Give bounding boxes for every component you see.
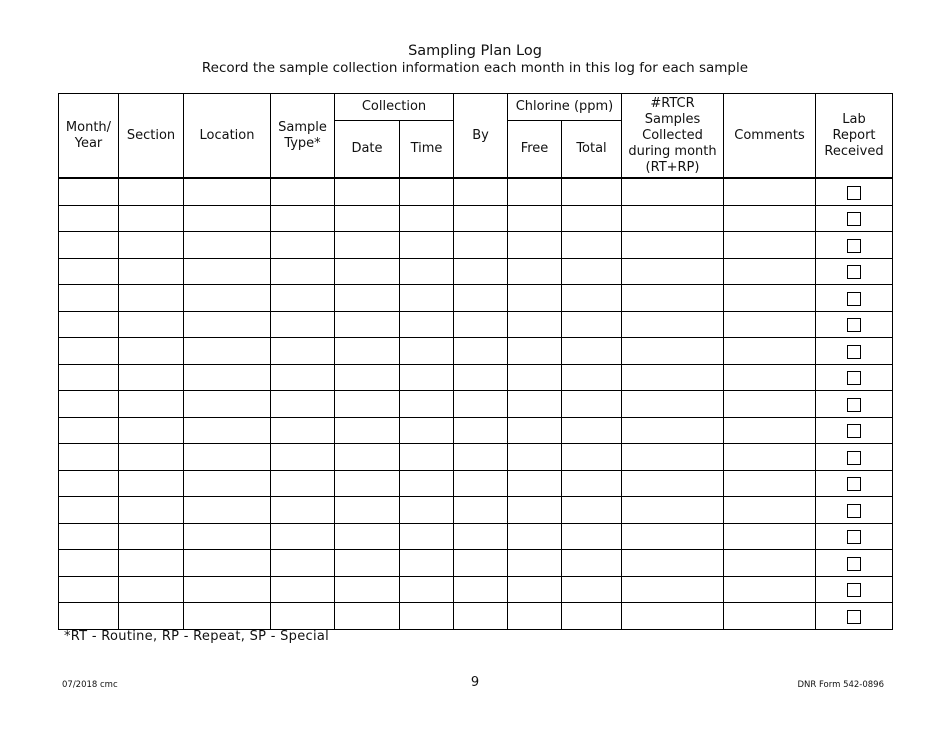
section-cell[interactable] [119,205,184,232]
time-cell[interactable] [400,364,454,391]
free-cell[interactable] [508,550,562,577]
checkbox-empty-icon[interactable] [847,186,861,200]
total-cell[interactable] [562,497,622,524]
section-cell[interactable] [119,338,184,365]
sample-type-cell[interactable] [271,550,335,577]
sample-type-cell[interactable] [271,311,335,338]
lab-report-cell [816,444,893,471]
sample-type-cell[interactable] [271,338,335,365]
comments-cell[interactable] [724,338,816,365]
total-cell[interactable] [562,205,622,232]
table-row [59,523,893,550]
comments-cell[interactable] [724,470,816,497]
rtcr-samples-cell[interactable] [622,391,724,418]
checkbox-empty-icon[interactable] [847,610,861,624]
section-cell[interactable] [119,576,184,603]
date-cell[interactable] [335,497,400,524]
month-year-cell[interactable] [59,205,119,232]
date-cell[interactable] [335,364,400,391]
sample-type-cell[interactable] [271,178,335,205]
free-cell[interactable] [508,444,562,471]
date-cell[interactable] [335,338,400,365]
sample-type-cell[interactable] [271,523,335,550]
comments-cell[interactable] [724,603,816,630]
total-cell[interactable] [562,417,622,444]
month-year-cell[interactable] [59,470,119,497]
lab-report-cell [816,364,893,391]
total-cell[interactable] [562,285,622,312]
by-cell[interactable] [454,603,508,630]
total-cell[interactable] [562,576,622,603]
section-cell[interactable] [119,178,184,205]
lab-report-cell [816,232,893,259]
month-year-cell[interactable] [59,550,119,577]
date-cell[interactable] [335,576,400,603]
sample-type-cell[interactable] [271,576,335,603]
time-cell[interactable] [400,576,454,603]
time-cell[interactable] [400,285,454,312]
sample-type-cell[interactable] [271,205,335,232]
table-row [59,311,893,338]
date-cell[interactable] [335,444,400,471]
rtcr-samples-cell[interactable] [622,364,724,391]
location-cell[interactable] [184,391,271,418]
section-cell[interactable] [119,258,184,285]
by-cell[interactable] [454,576,508,603]
sample-type-cell[interactable] [271,232,335,259]
date-cell[interactable] [335,470,400,497]
month-year-cell[interactable] [59,417,119,444]
month-year-cell[interactable] [59,364,119,391]
lab-report-cell [816,205,893,232]
comments-cell[interactable] [724,258,816,285]
rtcr-samples-cell[interactable] [622,338,724,365]
page-subtitle: Record the sample collection information each month in this log for each sample [201,60,749,76]
sample-type-cell[interactable] [271,444,335,471]
section-cell[interactable] [119,417,184,444]
lab-report-cell [816,550,893,577]
checkbox-empty-icon[interactable] [847,318,861,332]
table-row [59,364,893,391]
rtcr-samples-cell[interactable] [622,576,724,603]
free-cell[interactable] [508,576,562,603]
month-year-cell[interactable] [59,258,119,285]
by-cell[interactable] [454,417,508,444]
by-cell[interactable] [454,497,508,524]
month-year-cell[interactable] [59,232,119,259]
comments-cell[interactable] [724,550,816,577]
page-title: Sampling Plan Log [408,43,542,59]
free-cell[interactable] [508,258,562,285]
comments-cell[interactable] [724,523,816,550]
month-year-cell[interactable] [59,391,119,418]
time-cell[interactable] [400,205,454,232]
header-collection: Collection [335,94,454,121]
table-row [59,444,893,471]
free-cell[interactable] [508,232,562,259]
location-cell[interactable] [184,178,271,205]
lab-report-cell [816,523,893,550]
sample-type-cell[interactable] [271,391,335,418]
comments-cell[interactable] [724,178,816,205]
rtcr-samples-cell[interactable] [622,205,724,232]
lab-report-cell [816,338,893,365]
by-cell[interactable] [454,311,508,338]
rtcr-samples-cell[interactable] [622,523,724,550]
by-cell[interactable] [454,258,508,285]
location-cell[interactable] [184,258,271,285]
total-cell[interactable] [562,470,622,497]
section-cell[interactable] [119,470,184,497]
comments-cell[interactable] [724,285,816,312]
time-cell[interactable] [400,523,454,550]
by-cell[interactable] [454,205,508,232]
date-cell[interactable] [335,550,400,577]
total-cell[interactable] [562,178,622,205]
free-cell[interactable] [508,311,562,338]
location-cell[interactable] [184,364,271,391]
month-year-cell[interactable] [59,603,119,630]
month-year-cell[interactable] [59,497,119,524]
location-cell[interactable] [184,576,271,603]
time-cell[interactable] [400,391,454,418]
footer-revision: 07/2018 cmc [62,680,118,690]
by-cell[interactable] [454,391,508,418]
table-row [59,391,893,418]
sample-type-cell[interactable] [271,285,335,312]
total-cell[interactable] [562,444,622,471]
free-cell[interactable] [508,603,562,630]
lab-report-cell [816,258,893,285]
checkbox-empty-icon[interactable] [847,504,861,518]
comments-cell[interactable] [724,364,816,391]
location-cell[interactable] [184,205,271,232]
header-date: Date [335,121,400,179]
lab-report-cell [816,178,893,205]
date-cell[interactable] [335,391,400,418]
free-cell[interactable] [508,391,562,418]
header-rtcr-samples: #RTCR Samples Collected during month (RT+RP) [622,94,724,179]
section-cell[interactable] [119,497,184,524]
lab-report-cell [816,603,893,630]
rtcr-samples-cell[interactable] [622,470,724,497]
section-cell[interactable] [119,391,184,418]
location-cell[interactable] [184,550,271,577]
total-cell[interactable] [562,258,622,285]
comments-cell[interactable] [724,391,816,418]
table-row [59,258,893,285]
by-cell[interactable] [454,470,508,497]
table-row [59,205,893,232]
total-cell[interactable] [562,338,622,365]
sample-type-cell[interactable] [271,470,335,497]
location-cell[interactable] [184,285,271,312]
free-cell[interactable] [508,285,562,312]
header-section: Section [119,94,184,179]
table-row [59,285,893,312]
rtcr-samples-cell[interactable] [622,232,724,259]
header-sample-type: Sample Type* [271,94,335,179]
table-row [59,232,893,259]
month-year-cell[interactable] [59,576,119,603]
time-cell[interactable] [400,497,454,524]
sample-type-cell[interactable] [271,364,335,391]
sampling-log-table [58,93,893,630]
total-cell[interactable] [562,550,622,577]
section-cell[interactable] [119,444,184,471]
table-row [59,417,893,444]
free-cell[interactable] [508,178,562,205]
comments-cell[interactable] [724,417,816,444]
time-cell[interactable] [400,338,454,365]
header-location: Location [184,94,271,179]
date-cell[interactable] [335,178,400,205]
checkbox-empty-icon[interactable] [847,424,861,438]
month-year-cell[interactable] [59,338,119,365]
checkbox-empty-icon[interactable] [847,239,861,253]
date-cell[interactable] [335,417,400,444]
rtcr-samples-cell[interactable] [622,603,724,630]
checkbox-empty-icon[interactable] [847,451,861,465]
by-cell[interactable] [454,338,508,365]
date-cell[interactable] [335,311,400,338]
time-cell[interactable] [400,550,454,577]
sample-type-cell[interactable] [271,417,335,444]
checkbox-empty-icon[interactable] [847,530,861,544]
section-cell[interactable] [119,285,184,312]
header-total: Total [562,121,622,179]
checkbox-empty-icon[interactable] [847,477,861,491]
section-cell[interactable] [119,364,184,391]
month-year-cell[interactable] [59,285,119,312]
page-number: 9 [470,675,480,690]
lab-report-cell [816,391,893,418]
month-year-cell[interactable] [59,523,119,550]
table-row [59,178,893,205]
rtcr-samples-cell[interactable] [622,444,724,471]
by-cell[interactable] [454,523,508,550]
location-cell[interactable] [184,497,271,524]
rtcr-samples-cell[interactable] [622,550,724,577]
time-cell[interactable] [400,178,454,205]
month-year-cell[interactable] [59,444,119,471]
date-cell[interactable] [335,232,400,259]
section-cell[interactable] [119,311,184,338]
section-cell[interactable] [119,603,184,630]
time-cell[interactable] [400,232,454,259]
location-cell[interactable] [184,603,271,630]
by-cell[interactable] [454,364,508,391]
time-cell[interactable] [400,258,454,285]
total-cell[interactable] [562,523,622,550]
time-cell[interactable] [400,603,454,630]
lab-report-cell [816,470,893,497]
section-cell[interactable] [119,550,184,577]
checkbox-empty-icon[interactable] [847,583,861,597]
checkbox-empty-icon[interactable] [847,292,861,306]
rtcr-samples-cell[interactable] [622,417,724,444]
by-cell[interactable] [454,550,508,577]
time-cell[interactable] [400,444,454,471]
free-cell[interactable] [508,497,562,524]
header-time: Time [400,121,454,179]
by-cell[interactable] [454,232,508,259]
rtcr-samples-cell[interactable] [622,285,724,312]
rtcr-samples-cell[interactable] [622,311,724,338]
comments-cell[interactable] [724,311,816,338]
date-cell[interactable] [335,285,400,312]
time-cell[interactable] [400,470,454,497]
comments-cell[interactable] [724,497,816,524]
free-cell[interactable] [508,364,562,391]
table-row [59,497,893,524]
table-row [59,550,893,577]
total-cell[interactable] [562,603,622,630]
lab-report-cell [816,285,893,312]
total-cell[interactable] [562,364,622,391]
time-cell[interactable] [400,311,454,338]
by-cell[interactable] [454,444,508,471]
free-cell[interactable] [508,470,562,497]
checkbox-empty-icon[interactable] [847,557,861,571]
date-cell[interactable] [335,523,400,550]
log-body [59,178,893,629]
table-row [59,470,893,497]
free-cell[interactable] [508,338,562,365]
checkbox-empty-icon[interactable] [847,345,861,359]
free-cell[interactable] [508,417,562,444]
comments-cell[interactable] [724,576,816,603]
time-cell[interactable] [400,417,454,444]
sample-type-cell[interactable] [271,603,335,630]
date-cell[interactable] [335,603,400,630]
comments-cell[interactable] [724,444,816,471]
section-cell[interactable] [119,232,184,259]
header-free: Free [508,121,562,179]
sample-type-cell[interactable] [271,497,335,524]
sample-type-footnote: *RT - Routine, RP - Repeat, SP - Special [64,629,330,644]
lab-report-cell [816,417,893,444]
rtcr-samples-cell[interactable] [622,497,724,524]
checkbox-empty-icon[interactable] [847,398,861,412]
footer-form-number: DNR Form 542-0896 [797,680,884,690]
header-chlorine: Chlorine (ppm) [508,94,622,121]
table-row [59,603,893,630]
lab-report-cell [816,576,893,603]
table-row [59,576,893,603]
section-cell[interactable] [119,523,184,550]
checkbox-empty-icon[interactable] [847,371,861,385]
location-cell[interactable] [184,444,271,471]
rtcr-samples-cell[interactable] [622,258,724,285]
comments-cell[interactable] [724,205,816,232]
date-cell[interactable] [335,205,400,232]
checkbox-empty-icon[interactable] [847,265,861,279]
lab-report-cell [816,497,893,524]
location-cell[interactable] [184,232,271,259]
location-cell[interactable] [184,523,271,550]
comments-cell[interactable] [724,232,816,259]
month-year-cell[interactable] [59,311,119,338]
rtcr-samples-cell[interactable] [622,178,724,205]
total-cell[interactable] [562,391,622,418]
free-cell[interactable] [508,523,562,550]
location-cell[interactable] [184,311,271,338]
total-cell[interactable] [562,311,622,338]
header-month-year: Month/ Year [59,94,119,179]
header-lab-report: Lab Report Received [816,94,893,179]
header-by: By [454,94,508,179]
month-year-cell[interactable] [59,178,119,205]
date-cell[interactable] [335,258,400,285]
table-row [59,338,893,365]
location-cell[interactable] [184,338,271,365]
total-cell[interactable] [562,232,622,259]
lab-report-cell [816,311,893,338]
sample-type-cell[interactable] [271,258,335,285]
free-cell[interactable] [508,205,562,232]
by-cell[interactable] [454,285,508,312]
location-cell[interactable] [184,470,271,497]
header-comments: Comments [724,94,816,179]
checkbox-empty-icon[interactable] [847,212,861,226]
location-cell[interactable] [184,417,271,444]
by-cell[interactable] [454,178,508,205]
